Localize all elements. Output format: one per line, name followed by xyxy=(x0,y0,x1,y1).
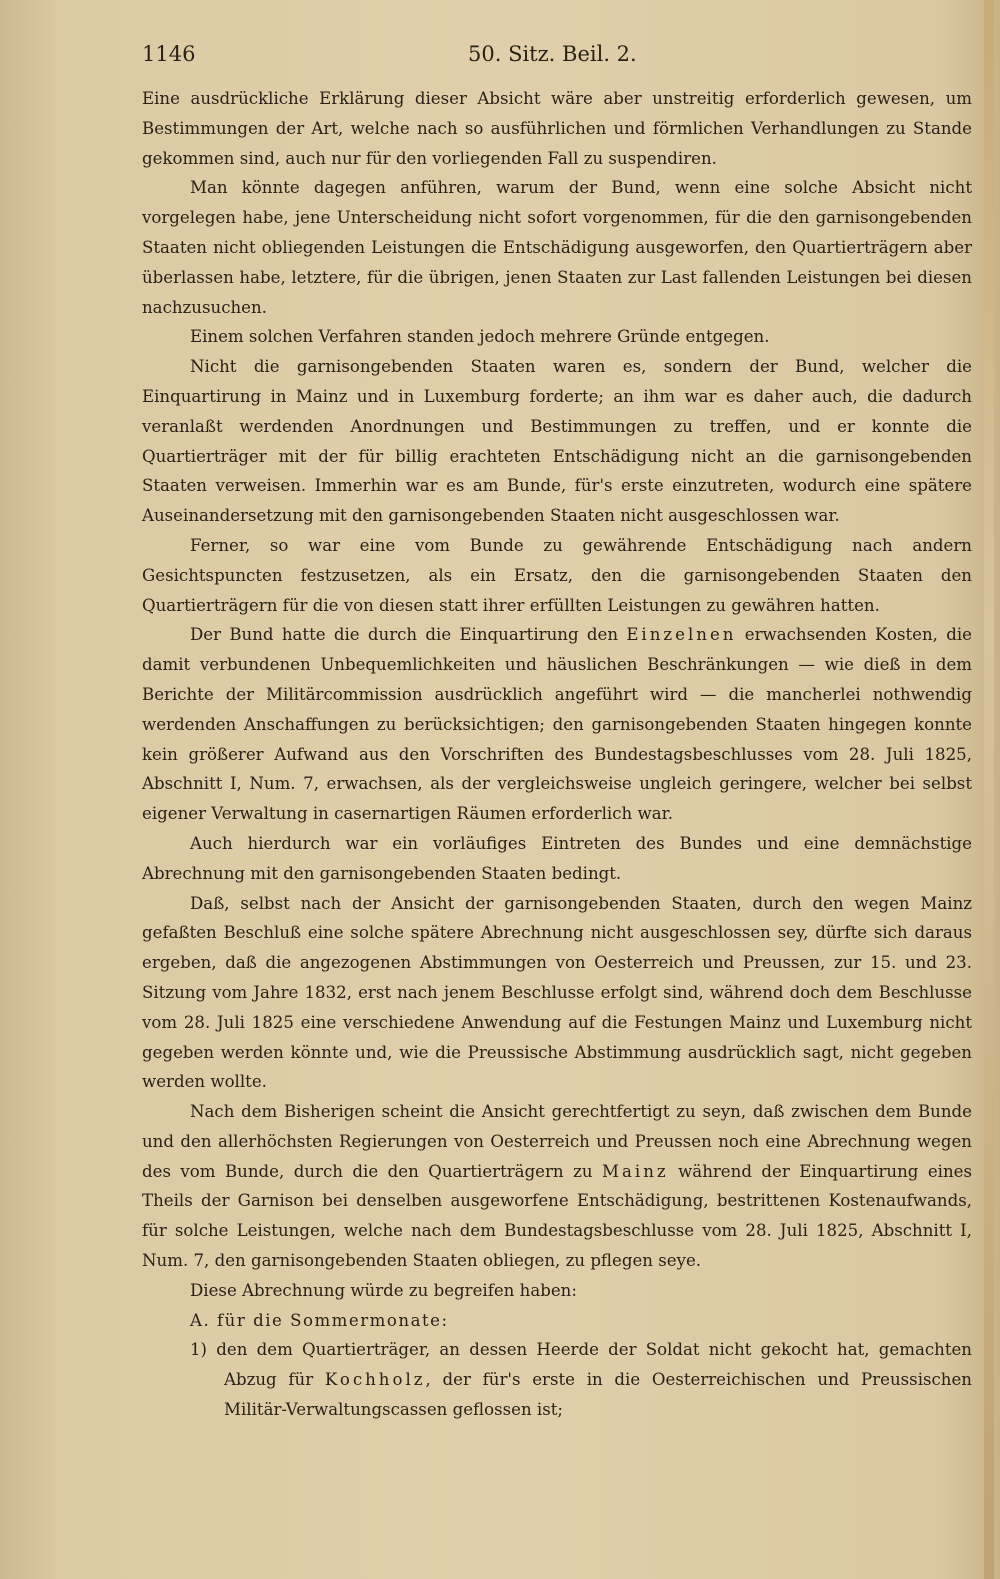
emphasized-word: Mainz xyxy=(602,1161,669,1181)
page-edge xyxy=(984,0,994,1579)
paragraph: Eine ausdrückliche Erklärung dieser Absicht wäre aber unstreitig erforderlich gewesen, um Bestimmungen der Art, welche nach so ausführlichen und förmlichen Verhandlungen zu Stande gekommen sind, auch nur für den vorliegenden Fall zu suspendiren. xyxy=(142,89,972,168)
paragraph xyxy=(142,1097,972,1276)
paragraph-part: Nach dem Bisherigen scheint die Ansicht gerechtfertigt zu seyn, daß zwischen dem Bunde und den allerhöchsten Regierungen von Oesterreich und Preussen noch eine Abrechnung wegen des vom Bunde, durch die den Quartierträgern zu xyxy=(142,1102,972,1181)
item-text: den dem Quartierträger, an dessen Heerde der Soldat nicht gekocht hat, gemachten Abzug für xyxy=(216,1340,972,1390)
paragraph: Auch hierdurch war ein vorläufiges Eintreten des Bundes und eine demnächstige Abrechnung mit den garnisongebenden Staaten bedingt. xyxy=(142,833,972,883)
item-text: , der für's erste in die Oesterreichischen und Preussischen Militär-Verwaltungscassen geflossen ist; xyxy=(224,1370,972,1420)
paragraph: Nicht die garnisongebenden Staaten waren es, sondern der Bund, welcher die Einquartirung in Mainz und in Luxemburg forderte; an ihm war es daher auch, die dadurch veranlaßt werdenden Anordnungen und Bestimmungen zu treffen, und er konnte die Quartierträger mit der für billig erachteten Entschädigung nicht an die garnisongebenden Staaten verweisen. Immerhin war es am Bunde, für's erste einzutreten, wodurch eine spätere Auseinandersetzung mit den garnisongebenden Staaten nicht ausgeschlossen war. xyxy=(142,357,972,526)
emphasized-word: Kochholz xyxy=(324,1370,426,1390)
paragraph-part: während der Einquartirung eines Theils der Garnison bei denselben ausgeworfene Entschädigung, bestrittenen Kostenaufwands, für solche Leistungen, welche nach dem Bundestagsbeschlusse vom 28. Juli 1825, Abschnitt I, Num. 7, den garnisongebenden Staaten obliegen, zu pflegen seye. xyxy=(142,1161,973,1271)
body-text xyxy=(142,84,972,1425)
paragraph: Ferner, so war eine vom Bunde zu gewährende Entschädigung nach andern Gesichtspuncten festzusetzen, als ein Ersatz, den die garnisongebenden Staaten den Quartierträgern für die von diesen statt ihrer erfüllten Leistungen zu gewähren hatten. xyxy=(142,535,972,615)
page-number: 1146 xyxy=(142,42,196,66)
running-head: 50. Sitz. Beil. 2. xyxy=(468,42,637,66)
paragraph-part: erwachsenden Kosten, die damit verbundenen Unbequemlichkeiten und häuslichen Beschränkungen — wie dieß in dem Berichte der Militärcommission ausdrücklich angeführt wird — die mancherlei nothwendig werdenden Anschaffungen zu berücksichtigen; den garnisongebenden Staaten hingegen konnte kein größerer Aufwand aus den Vorschriften des Bundestagsbeschlusses vom 28. Juli 1825, Abschnitt I, Num. 7, erwachsen, als der vergleichsweise ungleich geringere, welcher bei selbst eigener Verwaltung in casernartigen Räumen erforderlich war. xyxy=(142,625,972,824)
list-item xyxy=(142,1335,972,1424)
paragraph: Man könnte dagegen anführen, warum der Bund, wenn eine solche Absicht nicht vorgelegen habe, jene Unterscheidung nicht sofort vorgenommen, für die den garnisongebenden Staaten nicht obliegenden Leistungen die Entschädigung ausgeworfen, den Quartierträgern aber überlassen habe, letztere, für die übrigen, jenen Staaten zur Last fallenden Leistungen bei diesen nachzusuchen. xyxy=(142,178,972,317)
page-header xyxy=(138,42,960,76)
item-number: 1) xyxy=(190,1340,208,1360)
paragraph xyxy=(142,620,972,829)
paragraph: Daß, selbst nach der Ansicht der garnisongebenden Staaten, durch den wegen Mainz gefaßten Beschluß eine solche spätere Abrechnung nicht ausgeschlossen sey, dürfte sich daraus ergeben, daß die angezogenen Abstimmungen von Oesterreich und Preussen, zur 15. und 23. Sitzung vom Jahre 1832, erst nach jenem Beschlusse erfolgt sind, während doch dem Beschlusse vom 28. Juli 1825 eine verschiedene Anwendung auf die Festungen Mainz und Luxemburg nicht gegeben werden könnte und, wie die Preussische Abstimmung ausdrücklich sagt, nicht gegeben werden wollte. xyxy=(142,893,972,1092)
paragraph-part: Der Bund hatte die durch die Einquartirung den xyxy=(190,625,619,645)
paragraph: Diese Abrechnung würde zu begreifen haben: xyxy=(190,1280,577,1300)
emphasized-word: Einzelnen xyxy=(626,625,737,645)
section-heading: A. für die Sommermonate: xyxy=(190,1310,449,1330)
paragraph: Einem solchen Verfahren standen jedoch mehrere Gründe entgegen. xyxy=(190,327,770,347)
